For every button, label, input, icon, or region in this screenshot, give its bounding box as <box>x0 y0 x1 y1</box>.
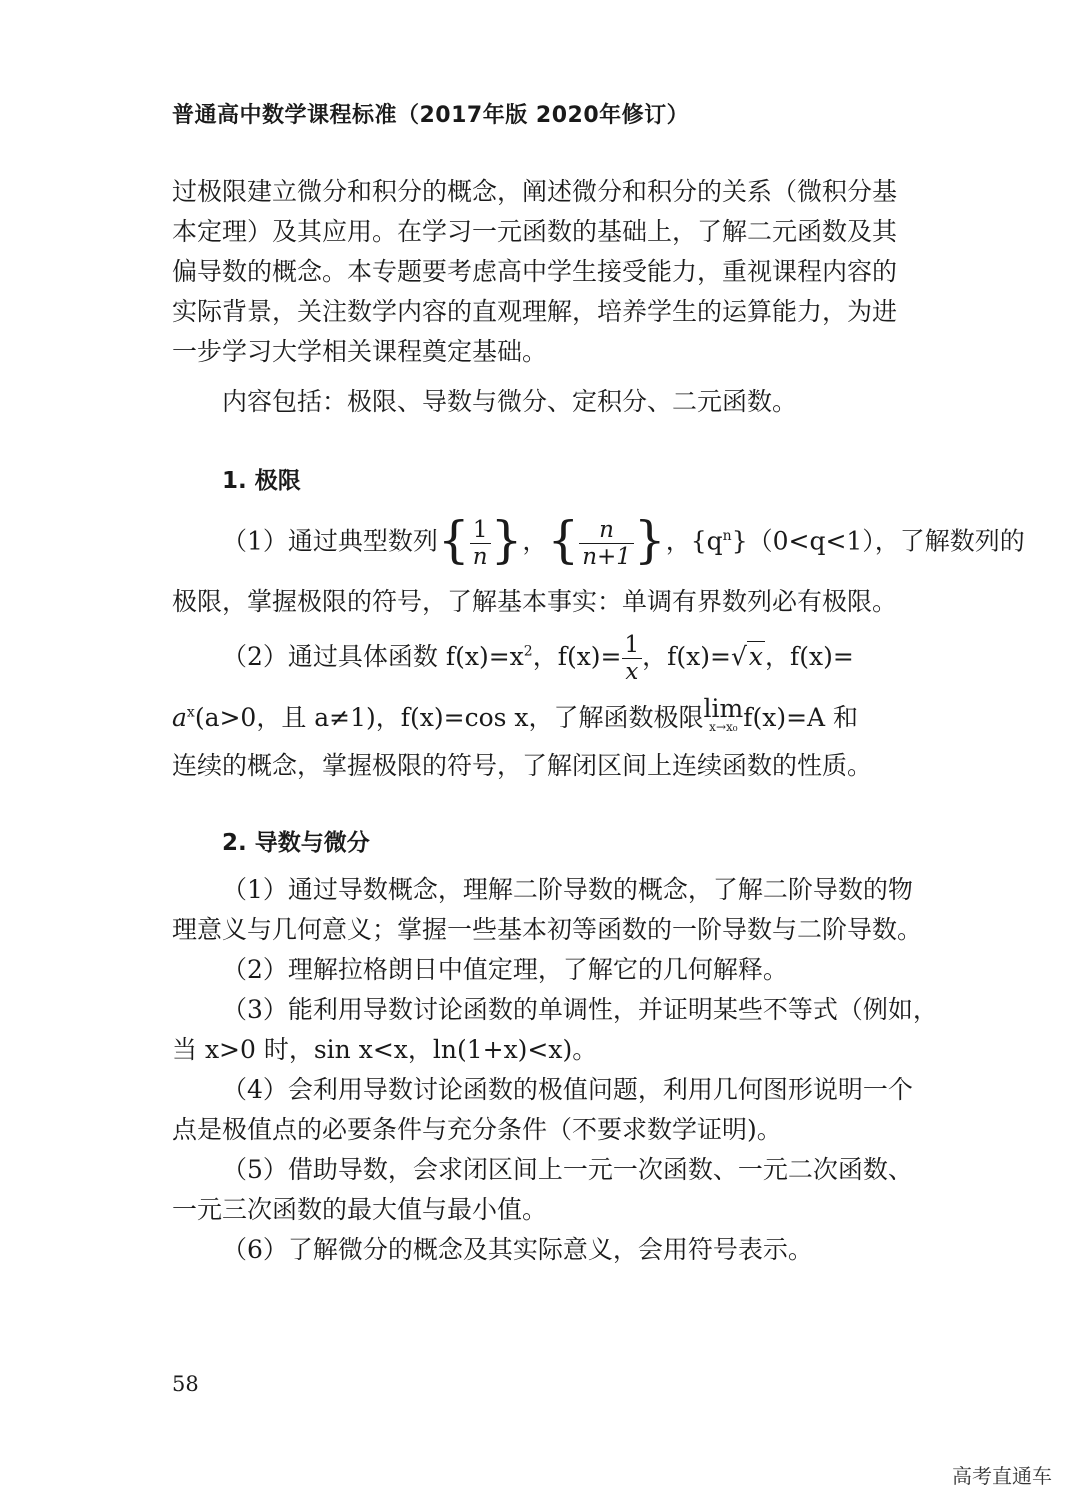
text-line: 偏导数的概念。本专题要考虑高中学生接受能力，重视课程内容的 <box>172 257 898 286</box>
list-item-cont: 点是极值点的必要条件与充分条件（不要求数学证明)。 <box>172 1115 782 1144</box>
item-text: （1）通过典型数列 <box>222 526 438 556</box>
item-text: f(x)=A 和 <box>743 703 859 732</box>
sqrt-radicand <box>747 641 765 671</box>
denominator <box>622 659 643 685</box>
item-limits-1-cont: 极限，掌握极限的符号，了解基本事实：单调有界数列必有极限。 <box>172 587 898 616</box>
variable: a <box>172 703 187 732</box>
brace: } <box>490 511 523 569</box>
brace: } <box>633 511 666 569</box>
running-title: 普通高中数学课程标准（2017年版 2020年修订） <box>172 103 690 128</box>
contents-paragraph <box>172 382 894 422</box>
text-line: 一步学习大学相关课程奠定基础。 <box>172 337 548 366</box>
brace: { <box>437 511 470 569</box>
list-item: （5）借助导数，会求闭区间上一元一次函数、一元二次函数、 <box>222 1155 913 1184</box>
item-text: ，f(x)= <box>765 642 854 671</box>
text-line: 内容包括：极限、导数与微分、定积分、二元函数。 <box>222 387 798 416</box>
exponent: x <box>186 704 195 721</box>
text-line: 本定理）及其应用。在学习一元函数的基础上，了解二元函数及其 <box>172 217 898 246</box>
item-text: (a>0，且 a≠1)，f(x)=cos x，了解函数极限 <box>194 703 704 732</box>
numerator <box>579 517 634 544</box>
variable: x <box>625 659 639 685</box>
fraction <box>470 517 491 570</box>
denominator <box>470 544 491 570</box>
fraction <box>622 632 643 685</box>
list-item: （2）理解拉格朗日中值定理，了解它的几何解释。 <box>222 955 788 984</box>
variable: n+1 <box>582 543 631 570</box>
numerator: 1 <box>470 517 491 544</box>
list-item: （3）能利用导数讨论函数的单调性，并证明某些不等式（例如， <box>222 995 938 1024</box>
variable: n <box>472 543 488 570</box>
denominator <box>579 544 634 570</box>
exponent: 2 <box>523 643 533 660</box>
limit-operator <box>703 694 744 734</box>
brace: { <box>547 511 580 569</box>
text-line: 过极限建立微分和积分的概念，阐述微分和积分的关系（微积分基 <box>172 177 898 206</box>
item-limits-2: （2）通过具体函数 $f(x)=x^2$，f(x)= $\frac{1}{x}$ ，f(x)=√x，f(x)= <box>222 632 854 685</box>
list-item-cont: 理意义与几何意义；掌握一些基本初等函数的一阶导数与二阶导数。 <box>172 915 923 944</box>
item-limits-2-end: 连续的概念，掌握极限的符号，了解闭区间上连续函数的性质。 <box>172 751 873 780</box>
text-line: 实际背景，关注数学内容的直观理解，培养学生的运算能力，为进 <box>172 297 898 326</box>
derivatives-items <box>172 870 938 1270</box>
list-item-cont: 当 x>0 时，sin x<x，ln(1+x)<x)。 <box>172 1035 598 1064</box>
item-text: }（0<q<1），了解数列的 <box>731 526 1025 556</box>
watermark: 高考直通车 <box>952 1464 1052 1488</box>
list-item: （4）会利用导数讨论函数的极值问题，利用几何图形说明一个 <box>222 1075 913 1104</box>
item-text: ，{q <box>665 526 723 556</box>
variable: x <box>748 642 763 671</box>
list-item: （1）通过导数概念，理解二阶导数的概念，了解二阶导数的物 <box>222 875 913 904</box>
exponent: n <box>722 528 732 545</box>
item-limits-2-cont <box>172 694 859 734</box>
page-number: 58 <box>172 1372 199 1396</box>
intro-paragraph <box>172 172 898 372</box>
item-limits-1: （1）通过典型数列{ $\frac{1}{n}$ }，{ $\frac{n}{n+1}$ }，$\{q^n\}(0<q<1)$，了解数列的 <box>222 511 1025 570</box>
list-item-cont: 一元三次函数的最大值与最小值。 <box>172 1195 548 1224</box>
variable: n <box>599 516 614 543</box>
item-text: ，f(x)= <box>642 642 731 671</box>
item-text: ，f(x)= <box>532 642 622 671</box>
fraction <box>579 517 634 570</box>
section-heading-derivatives: 2. 导数与微分 <box>222 830 370 856</box>
item-text: （2）通过具体函数 f(x)=x <box>222 642 524 671</box>
numerator: 1 <box>622 632 643 659</box>
lim-text: lim <box>703 694 744 723</box>
section-heading-limits: 1. 极限 <box>222 468 301 494</box>
lim-subscript: x→x₀ <box>709 720 738 734</box>
list-item: （6）了解微分的概念及其实际意义，会用符号表示。 <box>222 1235 813 1264</box>
